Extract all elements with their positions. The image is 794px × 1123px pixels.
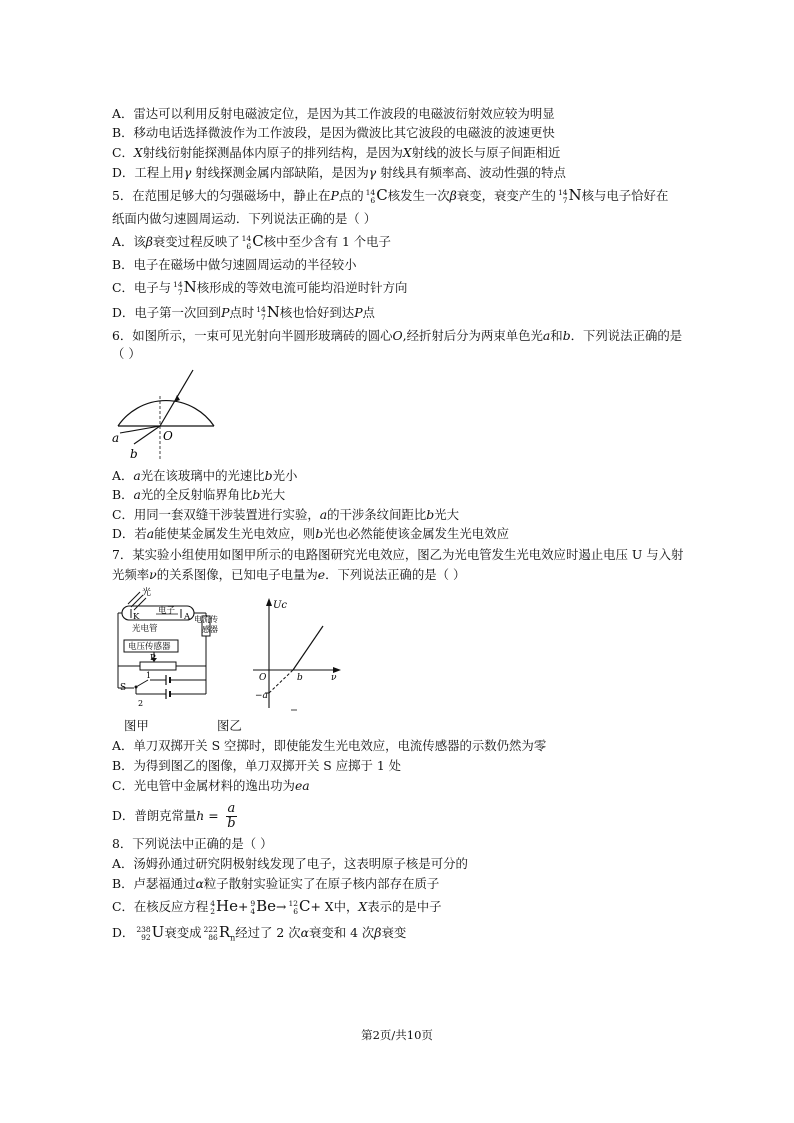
q6-option-b: B．a光的全反射临界角比b光大 bbox=[112, 487, 286, 502]
q8-stem: 8．下列说法中正确的是（ ） bbox=[112, 836, 273, 851]
rheostat bbox=[140, 662, 176, 670]
q7-option-d: D．普朗克常量h = $\frac{a}{b}$ bbox=[112, 801, 236, 831]
phototube-label: 光电管 bbox=[132, 624, 158, 634]
q8-option-a: A．汤姆孙通过研究阴极射线发现了电子，这表明原子核是可分的 bbox=[112, 856, 468, 871]
origin-label: O bbox=[259, 673, 267, 683]
svg-text:电流传: 电流传 bbox=[194, 615, 218, 624]
q7-stem-line2: 光频率ν的关系图像，已知电子电量为e．下列说法正确的是（ ） bbox=[112, 567, 466, 582]
nu-label: ν bbox=[331, 673, 337, 683]
q6-stem-line2: （ ） bbox=[112, 346, 141, 361]
q8-option-d: D． 238 92 U衰变成 222 86 $R_n$经过了 2 次α衰变和 4 次β衰变 bbox=[112, 923, 407, 943]
label-a: a bbox=[112, 431, 120, 445]
q5-stem: 5．在范围足够大的匀强磁场中，静止在P点的 14 6 C核发生一次β衰变，衰变产生的 14 7 N核与电子恰好在 bbox=[112, 186, 669, 205]
q5-stem-line2: 纸面内做匀速圆周运动．下列说法正确的是（ ） bbox=[112, 211, 377, 226]
page-footer: 第2页/共10页 bbox=[361, 1028, 433, 1042]
q5-option-d: D．电子第一次回到P点时 14 7 N核也恰好到达P点 bbox=[112, 303, 375, 322]
q4-option-a: A．雷达可以利用反射电磁波定位，是因为其工作波段的电磁波衍射效应较为明显 bbox=[112, 106, 555, 121]
svg-text:2: 2 bbox=[138, 699, 144, 708]
extrapolated-line bbox=[269, 670, 293, 693]
svg-text:电压传感器: 电压传感器 bbox=[128, 642, 171, 652]
q5-option-a: A．该β衰变过程反映了 14 6 C核中至少含有 1 个电子 bbox=[112, 232, 391, 251]
q7-stem: 7．某实验小组使用如图甲所示的电路图研究光电效应，图乙为光电管发生光电效应时遏止电压 U 与入射 bbox=[112, 547, 684, 562]
b-label: b bbox=[297, 673, 303, 683]
anode-a: A bbox=[184, 612, 191, 622]
q8-option-c: C．在核反应方程 4 2 He+ 9 4 Be→ 12 6 C+ X中，X表示的是中子 bbox=[112, 897, 442, 916]
switch-s: S bbox=[120, 683, 127, 693]
q7-option-c: C．光电管中金属材料的逸出功为ea bbox=[112, 778, 310, 793]
electron-label: 电子 bbox=[158, 606, 176, 616]
q7-circuit-figure bbox=[110, 586, 216, 710]
svg-text:1: 1 bbox=[146, 671, 152, 680]
svg-text:感器: 感器 bbox=[202, 625, 218, 634]
semicircle-arc bbox=[118, 401, 214, 426]
q4-option-d: D．工程上用γ 射线探测金属内部缺陷，是因为γ 射线具有频率高、波动性强的特点 bbox=[112, 165, 566, 180]
caption-fig-yi: 图乙 bbox=[217, 718, 242, 733]
q4-option-c: C．X射线衍射能探测晶体内原子的排列结构，是因为X射线的波长与原子间距相近 bbox=[112, 145, 561, 160]
q6-stem: 6．如图所示，一束可见光射向半圆形玻璃砖的圆心O,经折射后分为两束单色光a和b．下列说法正确的是 bbox=[112, 328, 683, 343]
q6-option-a: A．a光在该玻璃中的光速比b光小 bbox=[112, 468, 298, 483]
uc-label: Uc bbox=[273, 600, 288, 611]
incident-arrow bbox=[174, 395, 180, 402]
q5-option-b: B．电子在磁场中做匀速圆周运动的半径较小 bbox=[112, 257, 357, 272]
q8-option-b: B．卢瑟福通过α粒子散射实验证实了在原子核内部存在质子 bbox=[112, 876, 440, 891]
isotope-c14: 14 6 bbox=[365, 187, 376, 205]
q7-option-b: B．为得到图乙的图像，单刀双掷开关 S 应掷于 1 处 bbox=[112, 758, 402, 773]
light-label: 光 bbox=[142, 588, 152, 598]
isotope-n14: 14 7 bbox=[557, 187, 568, 205]
q6-glass-figure bbox=[110, 364, 230, 462]
label-b: b bbox=[130, 447, 138, 461]
cathode-k: K bbox=[133, 612, 140, 622]
q7-graph bbox=[243, 596, 343, 720]
q6-option-c: C．用同一套双缝干涉装置进行实验，a的干涉条纹间距比b光大 bbox=[112, 507, 459, 522]
q5-option-c: C．电子与 14 7 N核形成的等效电流可能均沿逆时针方向 bbox=[112, 278, 408, 297]
uc-line bbox=[293, 626, 323, 670]
q4-option-b: B．移动电话选择微波作为工作波段，是因为微波比其它波段的电磁波的波速更快 bbox=[112, 125, 555, 140]
caption-fig-jia: 图甲 bbox=[124, 718, 149, 733]
label-o: O bbox=[163, 429, 173, 443]
q6-option-d: D．若a能使某金属发生光电效应，则b光也必然能使该金属发生光电效应 bbox=[112, 526, 509, 541]
q7-option-a: A．单刀双掷开关 S 空掷时，即使能发生光电效应，电流传感器的示数仍然为零 bbox=[112, 738, 547, 753]
neg-a-label: −a bbox=[255, 691, 268, 701]
